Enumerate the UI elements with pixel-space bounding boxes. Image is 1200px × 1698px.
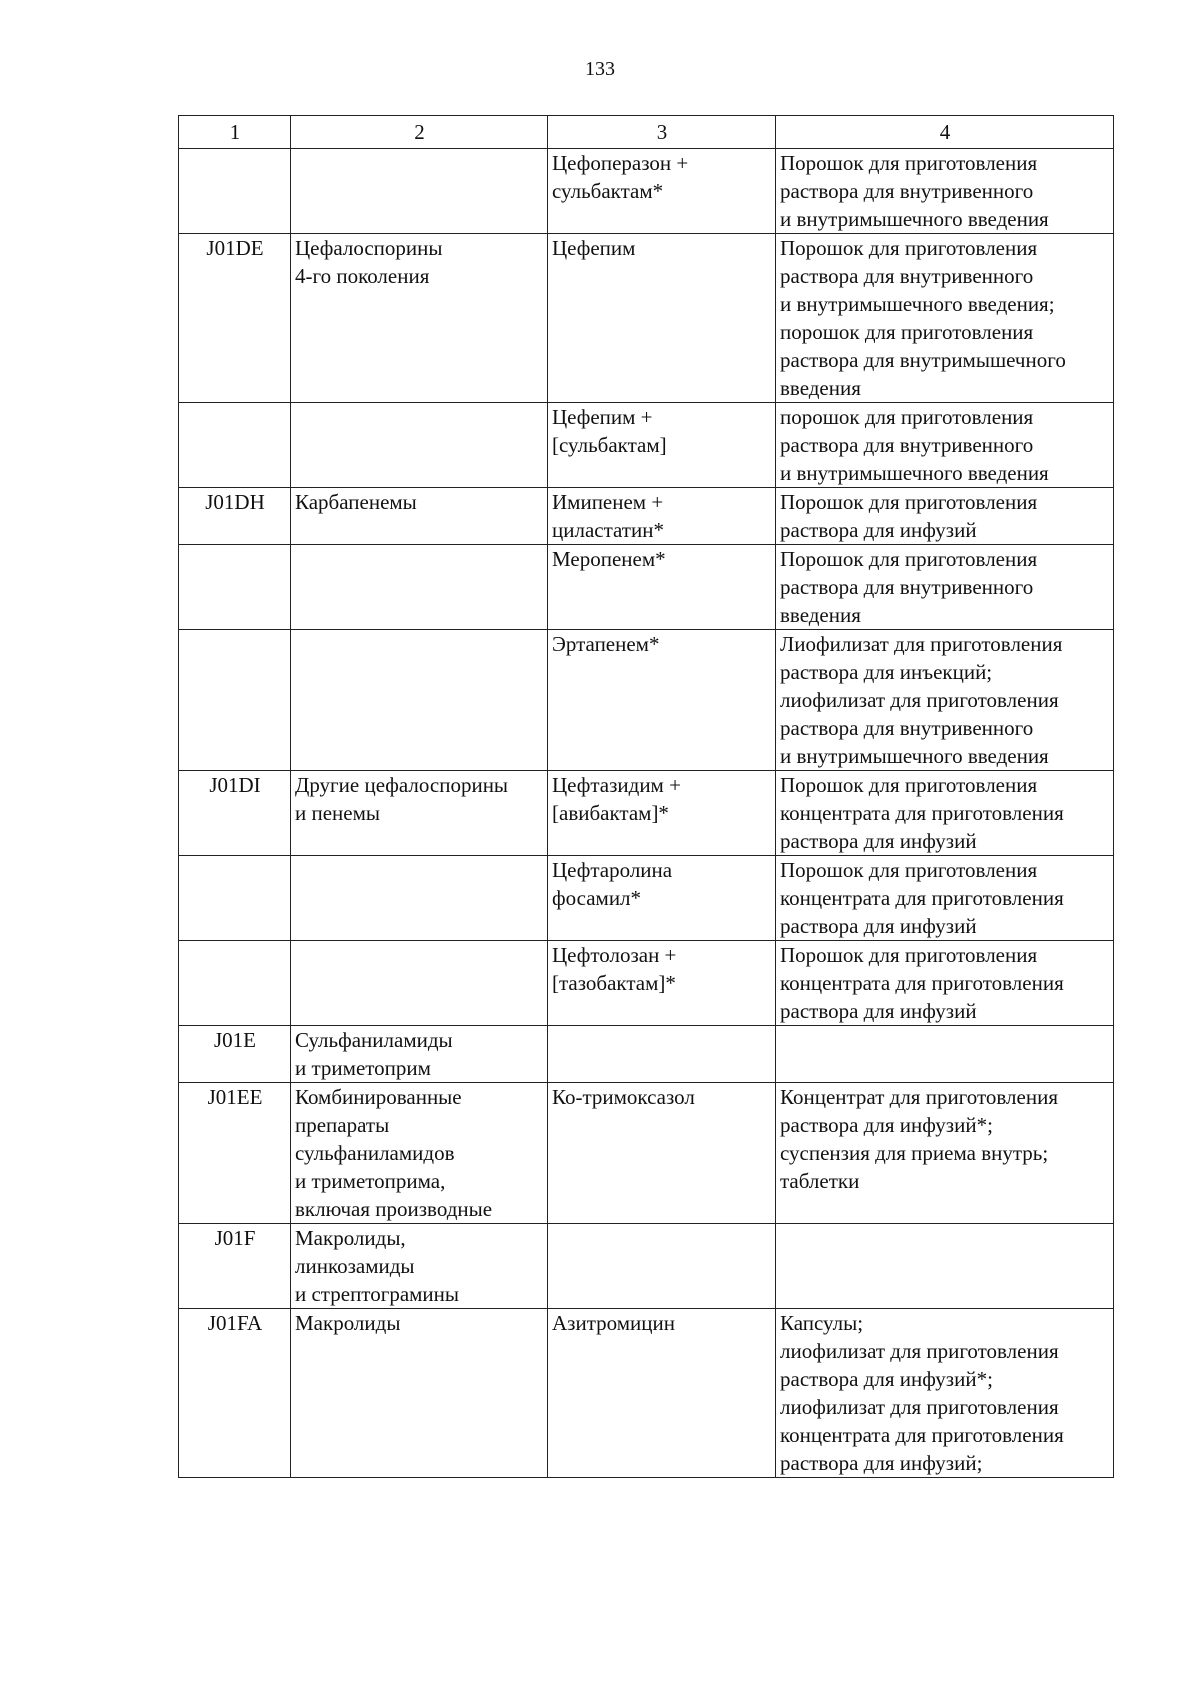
drug-table bbox=[178, 115, 1114, 1478]
table-row bbox=[179, 941, 1114, 1026]
table-row bbox=[179, 488, 1114, 545]
group-name-cell: Цефалоспорины 4-го поколения bbox=[291, 234, 548, 403]
table-row bbox=[179, 1083, 1114, 1224]
atc-code-cell: J01E bbox=[179, 1026, 291, 1083]
atc-code-cell bbox=[179, 545, 291, 630]
group-name-cell: Макролиды, линкозамиды и стрептограмины bbox=[291, 1224, 548, 1309]
atc-code-cell bbox=[179, 630, 291, 771]
drug-name-cell: Цефтаролина фосамил* bbox=[548, 856, 776, 941]
table-row bbox=[179, 771, 1114, 856]
atc-code-cell: J01F bbox=[179, 1224, 291, 1309]
atc-code-cell bbox=[179, 856, 291, 941]
drug-name-cell: Цефепим + [сульбактам] bbox=[548, 403, 776, 488]
atc-code-cell bbox=[179, 941, 291, 1026]
dosage-form-cell: Порошок для приготовления концентрата для приготовления раствора для инфузий bbox=[776, 771, 1114, 856]
table-row bbox=[179, 234, 1114, 403]
drug-name-cell bbox=[548, 1224, 776, 1309]
dosage-form-cell: Порошок для приготовления раствора для внутривенного и внутримышечного введения bbox=[776, 149, 1114, 234]
atc-code-cell: J01DH bbox=[179, 488, 291, 545]
dosage-form-cell bbox=[776, 1026, 1114, 1083]
dosage-form-cell: Концентрат для приготовления раствора для инфузий*; суспензия для приема внутрь; таблетки bbox=[776, 1083, 1114, 1224]
table-header-row bbox=[179, 116, 1114, 149]
table-row bbox=[179, 403, 1114, 488]
drug-name-cell: Имипенем + циластатин* bbox=[548, 488, 776, 545]
drug-name-cell: Меропенем* bbox=[548, 545, 776, 630]
table-row bbox=[179, 856, 1114, 941]
atc-code-cell bbox=[179, 403, 291, 488]
dosage-form-cell: Порошок для приготовления раствора для внутривенного и внутримышечного введения; порошок для приготовления раствора для внутримышечного введения bbox=[776, 234, 1114, 403]
table-row bbox=[179, 545, 1114, 630]
group-name-cell bbox=[291, 630, 548, 771]
drug-name-cell: Азитромицин bbox=[548, 1309, 776, 1478]
group-name-cell: Макролиды bbox=[291, 1309, 548, 1478]
dosage-form-cell: Порошок для приготовления раствора для внутривенного введения bbox=[776, 545, 1114, 630]
dosage-form-cell: Лиофилизат для приготовления раствора для инъекций; лиофилизат для приготовления раствора для внутривенного и внутримышечного введения bbox=[776, 630, 1114, 771]
table-row bbox=[179, 1224, 1114, 1309]
drug-name-cell bbox=[548, 1026, 776, 1083]
atc-code-cell: J01EE bbox=[179, 1083, 291, 1224]
dosage-form-cell: порошок для приготовления раствора для внутривенного и внутримышечного введения bbox=[776, 403, 1114, 488]
group-name-cell: Комбинированные препараты сульфаниламидов и триметоприма, включая производные bbox=[291, 1083, 548, 1224]
group-name-cell bbox=[291, 941, 548, 1026]
table-row bbox=[179, 149, 1114, 234]
drug-name-cell: Эртапенем* bbox=[548, 630, 776, 771]
table-row bbox=[179, 630, 1114, 771]
table-row bbox=[179, 1026, 1114, 1083]
drug-name-cell: Цефепим bbox=[548, 234, 776, 403]
column-header-4: 4 bbox=[776, 116, 1114, 149]
column-header-1: 1 bbox=[179, 116, 291, 149]
drug-name-cell: Цефтазидим + [авибактам]* bbox=[548, 771, 776, 856]
atc-code-cell: J01FA bbox=[179, 1309, 291, 1478]
group-name-cell bbox=[291, 856, 548, 941]
group-name-cell bbox=[291, 149, 548, 234]
group-name-cell bbox=[291, 403, 548, 488]
atc-code-cell: J01DI bbox=[179, 771, 291, 856]
atc-code-cell bbox=[179, 149, 291, 234]
dosage-form-cell: Порошок для приготовления раствора для инфузий bbox=[776, 488, 1114, 545]
drug-name-cell: Ко-тримоксазол bbox=[548, 1083, 776, 1224]
dosage-form-cell bbox=[776, 1224, 1114, 1309]
table-row bbox=[179, 1309, 1114, 1478]
column-header-2: 2 bbox=[291, 116, 548, 149]
dosage-form-cell: Капсулы; лиофилизат для приготовления раствора для инфузий*; лиофилизат для приготовления концентрата для приготовления раствора для инфузий; bbox=[776, 1309, 1114, 1478]
atc-code-cell: J01DE bbox=[179, 234, 291, 403]
group-name-cell bbox=[291, 545, 548, 630]
dosage-form-cell: Порошок для приготовления концентрата для приготовления раствора для инфузий bbox=[776, 856, 1114, 941]
group-name-cell: Карбапенемы bbox=[291, 488, 548, 545]
drug-name-cell: Цефоперазон + сульбактам* bbox=[548, 149, 776, 234]
page-number: 133 bbox=[585, 58, 615, 80]
dosage-form-cell: Порошок для приготовления концентрата для приготовления раствора для инфузий bbox=[776, 941, 1114, 1026]
group-name-cell: Другие цефалоспорины и пенемы bbox=[291, 771, 548, 856]
drug-name-cell: Цефтолозан + [тазобактам]* bbox=[548, 941, 776, 1026]
column-header-3: 3 bbox=[548, 116, 776, 149]
group-name-cell: Сульфаниламиды и триметоприм bbox=[291, 1026, 548, 1083]
